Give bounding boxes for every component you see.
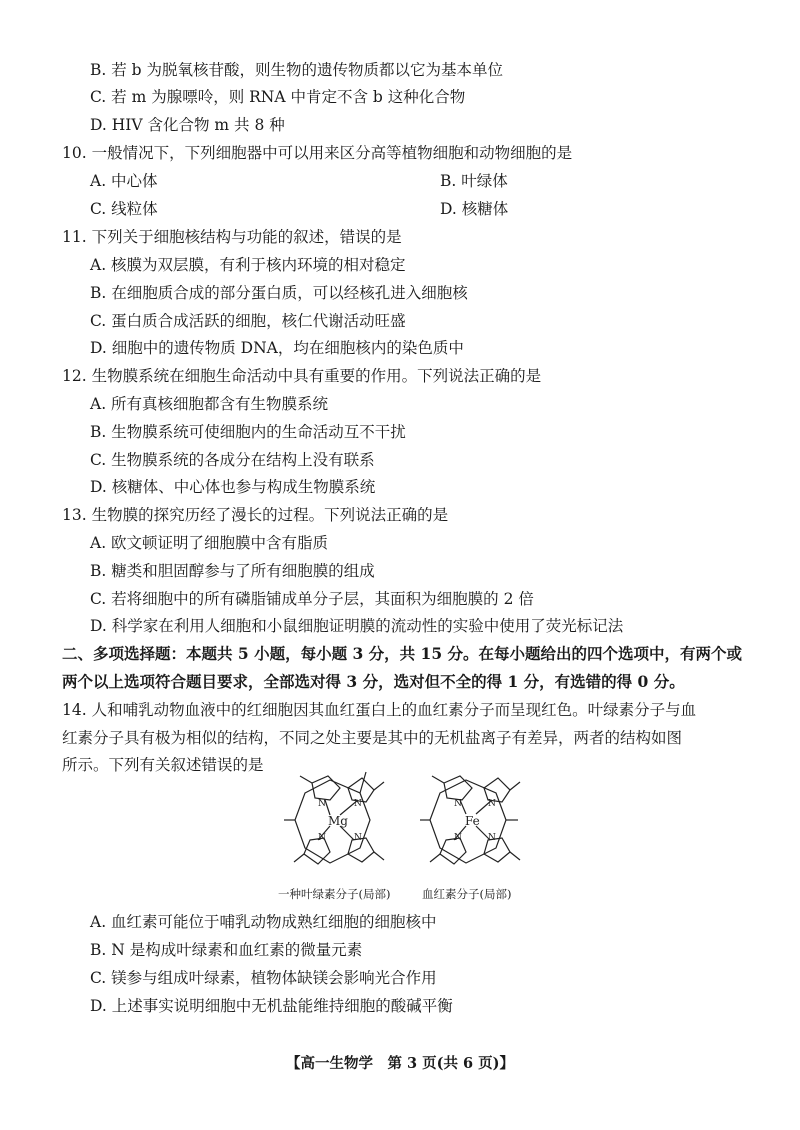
question-12: 12. 生物膜系统在细胞生命活动中具有重要的作用。下列说法正确的是	[62, 367, 542, 385]
fe-label: Fe	[465, 814, 480, 828]
q10-option-a: A. 中心体	[90, 172, 158, 190]
n-label: N	[454, 833, 462, 843]
q11-option-a: A. 核膜为双层膜，有利于核内环境的相对稳定	[90, 256, 406, 274]
n-label: N	[318, 799, 326, 809]
page-footer: 【高一生物学 第 3 页(共 6 页)】	[285, 1055, 515, 1072]
q11-option-c: C. 蛋白质合成活跃的细胞，核仁代谢活动旺盛	[90, 312, 406, 330]
mg-label: Mg	[328, 814, 348, 828]
q14-option-c: C. 镁参与组成叶绿素，植物体缺镁会影响光合作用	[90, 969, 437, 987]
molecule-structures	[270, 768, 540, 883]
q14-option-a: A. 血红素可能位于哺乳动物成熟红细胞的细胞核中	[90, 913, 437, 931]
question-13: 13. 生物膜的探究历经了漫长的过程。下列说法正确的是	[62, 506, 449, 524]
section-2-heading: 二、多项选择题：本题共 5 小题，每小题 3 分，共 15 分。在每小题给出的四个选项中，有两个或	[62, 644, 743, 663]
option-b-line: B. 若 b 为脱氧核苷酸，则生物的遗传物质都以它为基本单位	[90, 61, 504, 79]
question-10: 10. 一般情况下，下列细胞器中可以用来区分高等植物细胞和动物细胞的是	[62, 144, 573, 162]
q13-option-a: A. 欧文顿证明了细胞膜中含有脂质	[90, 534, 329, 552]
question-11: 11. 下列关于细胞核结构与功能的叙述，错误的是	[62, 228, 402, 246]
n-label: N	[454, 799, 462, 809]
caption-heme: 血红素分子(局部)	[422, 887, 512, 901]
question-14-cont-2: 所示。下列有关叙述错误的是	[62, 756, 264, 774]
q10-option-d: D. 核糖体	[440, 200, 509, 218]
question-14: 14. 人和哺乳动物血液中的红细胞因其血红蛋白上的血红素分子而呈现红色。叶绿素分子与血	[62, 701, 697, 719]
section-2-heading-cont: 两个以上选项符合题目要求，全部选对得 3 分，选对但不全的得 1 分，有选错的得 0 分。	[62, 672, 685, 691]
q13-option-c: C. 若将细胞中的所有磷脂铺成单分子层，其面积为细胞膜的 2 倍	[90, 590, 534, 608]
question-14-cont-1: 红素分子具有极为相似的结构，不同之处主要是其中的无机盐离子有差异，两者的结构如图	[62, 729, 683, 747]
option-c-line: C. 若 m 为腺嘌呤，则 RNA 中肯定不含 b 这种化合物	[90, 88, 466, 106]
q14-option-b: B. N 是构成叶绿素和血红素的微量元素	[90, 941, 363, 959]
n-label: N	[354, 799, 362, 809]
q13-option-b: B. 糖类和胆固醇参与了所有细胞膜的组成	[90, 562, 375, 580]
q10-option-b: B. 叶绿体	[440, 172, 508, 190]
porphyrin-figure	[270, 768, 540, 906]
q10-option-c: C. 线粒体	[90, 200, 158, 218]
caption-chlorophyll: 一种叶绿素分子(局部)	[278, 887, 391, 901]
q12-option-a: A. 所有真核细胞都含有生物膜系统	[90, 395, 329, 413]
q12-option-d: D. 核糖体、中心体也参与构成生物膜系统	[90, 478, 376, 496]
n-label: N	[488, 799, 496, 809]
q12-option-b: B. 生物膜系统可使细胞内的生命活动互不干扰	[90, 423, 406, 441]
q11-option-b: B. 在细胞质合成的部分蛋白质，可以经核孔进入细胞核	[90, 284, 468, 302]
q12-option-c: C. 生物膜系统的各成分在结构上没有联系	[90, 451, 375, 469]
option-d-line: D. HIV 含化合物 m 共 8 种	[90, 116, 285, 134]
n-label: N	[488, 833, 496, 843]
q14-option-d: D. 上述事实说明细胞中无机盐能维持细胞的酸碱平衡	[90, 997, 453, 1015]
n-label: N	[354, 833, 362, 843]
q11-option-d: D. 细胞中的遗传物质 DNA，均在细胞核内的染色质中	[90, 339, 464, 357]
n-label: N	[318, 833, 326, 843]
q13-option-d: D. 科学家在利用人细胞和小鼠细胞证明膜的流动性的实验中使用了荧光标记法	[90, 617, 624, 635]
